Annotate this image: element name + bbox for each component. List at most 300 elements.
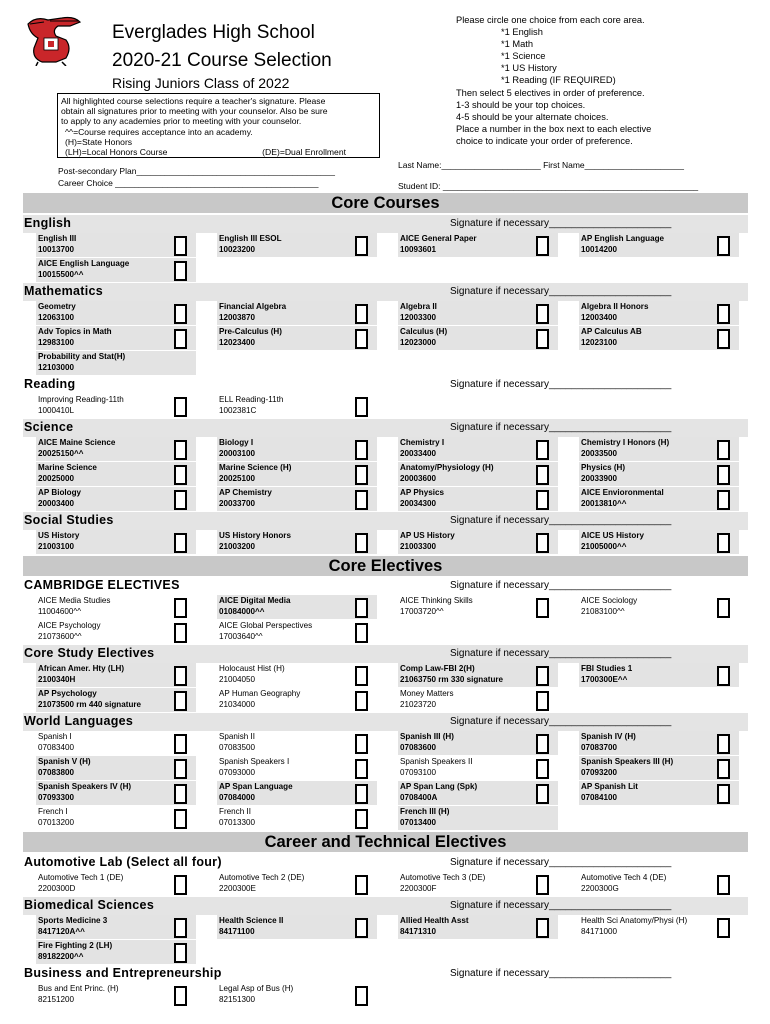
course-cell (36, 620, 196, 644)
preference-checkbox[interactable] (174, 598, 187, 618)
course-cell (398, 806, 558, 830)
course-code: 21063750 rm 330 signature (400, 674, 504, 684)
course-name: Automotive Tech 3 (DE) (400, 873, 486, 882)
course-cell (36, 351, 196, 375)
preference-checkbox[interactable] (717, 465, 730, 485)
plan-fields (58, 165, 335, 189)
course-code: 82151200 (38, 994, 75, 1004)
instruction-line: *1 US History (501, 63, 557, 74)
note-line: ^^=Course requires acceptance into an academy. (65, 126, 253, 137)
instruction-line: Place a number in the box next to each elective (456, 123, 652, 134)
course-cell (36, 394, 196, 418)
course-name: Chemistry I Honors (H) (581, 438, 670, 447)
preference-checkbox[interactable] (174, 986, 187, 1006)
course-code: 07013400 (400, 817, 437, 827)
course-cell (36, 731, 196, 755)
course-cell (217, 394, 377, 418)
preference-checkbox[interactable] (355, 875, 368, 895)
course-code: 1000410L (38, 405, 75, 415)
preference-checkbox[interactable] (174, 666, 187, 686)
course-name: Health Sci Anatomy/Physi (H) (581, 916, 688, 925)
course-name: Algebra II (400, 302, 437, 311)
course-cell (398, 326, 558, 350)
post-secondary-field[interactable]: Post-secondary Plan__________________________________________ (58, 166, 335, 176)
core-electives-band: Core Electives (23, 556, 748, 576)
signature-line[interactable]: Signature if necessary______________________ (450, 968, 672, 979)
signature-line[interactable]: Signature if necessary______________________ (450, 900, 672, 911)
course-cell (36, 530, 196, 554)
course-cell (36, 756, 196, 780)
section-title: Biomedical Sciences (24, 898, 155, 912)
course-cell (579, 756, 739, 780)
course-cell (579, 233, 739, 257)
course-cell (398, 462, 558, 486)
preference-checkbox[interactable] (174, 809, 187, 829)
course-name: Spanish II (219, 732, 255, 741)
signature-line[interactable]: Signature if necessary______________________ (450, 716, 672, 727)
preference-checkbox[interactable] (174, 397, 187, 417)
course-cell (217, 983, 377, 1007)
course-code: 21034000 (219, 699, 256, 709)
course-name: Pre-Calculus (H) (219, 327, 282, 336)
instruction-line: Then select 5 electives in order of preference. (456, 87, 645, 98)
preference-checkbox[interactable] (717, 734, 730, 754)
preference-checkbox[interactable] (355, 236, 368, 256)
course-code: 2200300D (38, 883, 76, 893)
notes-box (57, 93, 380, 158)
course-code: 10013700 (38, 244, 75, 254)
preference-checkbox[interactable] (355, 918, 368, 938)
course-name: AP Physics (400, 488, 444, 497)
course-cell (217, 462, 377, 486)
course-code: 20003600 (400, 473, 437, 483)
course-cell (217, 731, 377, 755)
course-cell (36, 688, 196, 712)
section-header-reading (23, 376, 748, 394)
course-code: 20033500 (581, 448, 618, 458)
preference-checkbox[interactable] (536, 918, 549, 938)
course-code: 21003300 (400, 541, 437, 551)
preference-checkbox[interactable] (355, 809, 368, 829)
course-code: 12003300 (400, 312, 437, 322)
course-cell (36, 940, 196, 964)
preference-checkbox[interactable] (717, 666, 730, 686)
course-name: Financial Algebra (219, 302, 287, 311)
preference-checkbox[interactable] (717, 875, 730, 895)
course-code: 17003640^^ (219, 631, 263, 641)
course-code: 11004600^^ (38, 606, 82, 616)
course-code: 07093100 (400, 767, 437, 777)
preference-checkbox[interactable] (536, 440, 549, 460)
course-code: 01084000^^ (219, 606, 265, 616)
preference-checkbox[interactable] (174, 304, 187, 324)
preference-checkbox[interactable] (174, 918, 187, 938)
course-cell (36, 915, 196, 939)
preference-checkbox[interactable] (174, 734, 187, 754)
course-name: Automotive Tech 1 (DE) (38, 873, 124, 882)
preference-checkbox[interactable] (717, 759, 730, 779)
preference-checkbox[interactable] (174, 759, 187, 779)
preference-checkbox[interactable] (174, 691, 187, 711)
course-cell (217, 806, 377, 830)
preference-checkbox[interactable] (536, 784, 549, 804)
preference-checkbox[interactable] (174, 236, 187, 256)
preference-checkbox[interactable] (717, 329, 730, 349)
course-code: 12023100 (581, 337, 618, 347)
course-code: 2200300E (219, 883, 256, 893)
instruction-line: 4-5 should be your alternate choices. (456, 111, 609, 122)
preference-checkbox[interactable] (717, 533, 730, 553)
course-code: 21073500 rm 440 signature (38, 699, 142, 709)
course-name: AP Spanish Lit (581, 782, 638, 791)
course-name: AP Calculus AB (581, 327, 642, 336)
note-line: (H)=State Honors (65, 136, 133, 147)
preference-checkbox[interactable] (536, 490, 549, 510)
course-cell (217, 663, 377, 687)
section-header-math (23, 283, 748, 301)
gator-mascot-logo (22, 14, 84, 66)
course-code: 07083400 (38, 742, 75, 752)
preference-checkbox[interactable] (174, 784, 187, 804)
course-code: 10093601 (400, 244, 437, 254)
course-name: Geometry (38, 302, 76, 311)
course-cell (217, 688, 377, 712)
course-cell (579, 462, 739, 486)
section-title: Social Studies (24, 513, 114, 527)
course-selection-title: 2020-21 Course Selection (112, 50, 332, 71)
preference-checkbox[interactable] (536, 533, 549, 553)
course-name: Bus and Ent Princ. (H) (38, 984, 119, 993)
course-name: Allied Health Asst (400, 916, 469, 925)
preference-checkbox[interactable] (536, 734, 549, 754)
course-cell (36, 806, 196, 830)
instruction-line: *1 Math (501, 39, 534, 50)
section-title: Core Study Electives (24, 646, 155, 660)
course-cell (36, 872, 196, 896)
course-code: 1700300E^^ (581, 674, 628, 684)
course-name: ELL Reading-11th (219, 395, 284, 404)
preference-checkbox[interactable] (355, 691, 368, 711)
preference-checkbox[interactable] (355, 329, 368, 349)
course-code: 21023720 (400, 699, 437, 709)
course-cell (217, 756, 377, 780)
course-code: 1002381C (219, 405, 257, 415)
preference-checkbox[interactable] (536, 759, 549, 779)
course-name: Adv Topics in Math (38, 327, 112, 336)
course-name: Marine Science (38, 463, 97, 472)
course-code: 12003870 (219, 312, 256, 322)
course-cell (36, 983, 196, 1007)
course-name: French II (219, 807, 251, 816)
preference-checkbox[interactable] (355, 598, 368, 618)
course-code: 84171310 (400, 926, 437, 936)
preference-checkbox[interactable] (717, 918, 730, 938)
course-name: Chemistry I (400, 438, 445, 447)
preference-checkbox[interactable] (174, 490, 187, 510)
course-code: 07013300 (219, 817, 256, 827)
course-code: 0708400A (400, 792, 438, 802)
cte-band: Career and Technical Electives (23, 832, 748, 852)
instruction-line: Please circle one choice from each core area. (456, 15, 645, 25)
course-cell (579, 781, 739, 805)
course-code: 20013810^^ (581, 498, 627, 508)
preference-checkbox[interactable] (174, 533, 187, 553)
course-cell (36, 462, 196, 486)
preference-checkbox[interactable] (355, 986, 368, 1006)
course-code: 20034300 (400, 498, 437, 508)
course-code: 82151300 (219, 994, 256, 1004)
course-name: AICE General Paper (400, 234, 477, 243)
course-code: 21005000^^ (581, 541, 627, 551)
course-cell (579, 530, 739, 554)
note-dual-enrollment: (DE)=Dual Enrollment (262, 147, 346, 158)
course-name: AICE Envioronmental (581, 488, 664, 497)
course-code: 17003720^^ (400, 606, 444, 616)
course-cell (36, 595, 196, 619)
preference-checkbox[interactable] (174, 329, 187, 349)
course-name: Probability and Stat(H) (38, 352, 126, 361)
course-name: Improving Reading-11th (38, 395, 124, 404)
preference-checkbox[interactable] (355, 533, 368, 553)
course-name: Money Matters (400, 689, 454, 698)
course-name: Anatomy/Physiology (H) (400, 463, 494, 472)
note-line: to apply to any academies prior to meeting with your counselor. (61, 116, 302, 127)
course-cell (217, 781, 377, 805)
course-name: AP Biology (38, 488, 82, 497)
course-name: AP Psychology (38, 689, 97, 698)
course-cell (36, 487, 196, 511)
preference-checkbox[interactable] (355, 759, 368, 779)
preference-checkbox[interactable] (174, 261, 187, 281)
section-header-core-study (23, 645, 748, 663)
course-code: 07093200 (581, 767, 618, 777)
course-code: 8417120A^^ (38, 926, 85, 936)
signature-line[interactable]: Signature if necessary______________________ (450, 379, 672, 390)
course-code: 12983100 (38, 337, 75, 347)
course-name: AP Human Geography (219, 689, 301, 698)
section-title: Science (24, 420, 74, 434)
course-name: AICE Maine Science (38, 438, 116, 447)
preference-checkbox[interactable] (355, 734, 368, 754)
course-name: Biology I (219, 438, 254, 447)
course-name: Fire Fighting 2 (LH) (38, 941, 113, 950)
section-header-world-languages (23, 713, 748, 731)
course-name: Spanish IV (H) (581, 732, 636, 741)
course-cell (398, 688, 558, 712)
course-code: 10014200 (581, 244, 618, 254)
course-cell (579, 915, 739, 939)
core-courses-band: Core Courses (23, 193, 748, 213)
course-cell (217, 595, 377, 619)
course-code: 07013200 (38, 817, 75, 827)
course-name: English III (38, 234, 77, 243)
course-name: FBI Studies 1 (581, 664, 633, 673)
course-code: 20025150^^ (38, 448, 84, 458)
preference-checkbox[interactable] (536, 329, 549, 349)
section-title: Business and Entrepreneurship (24, 966, 222, 980)
course-cell (398, 595, 558, 619)
course-cell (217, 530, 377, 554)
preference-checkbox[interactable] (536, 875, 549, 895)
preference-checkbox[interactable] (536, 465, 549, 485)
course-code: 20025000 (38, 473, 75, 483)
preference-checkbox[interactable] (174, 623, 187, 643)
preference-checkbox[interactable] (717, 490, 730, 510)
course-code: 89182200^^ (38, 951, 84, 961)
signature-line[interactable]: Signature if necessary______________________ (450, 648, 672, 659)
instructions (456, 14, 651, 147)
preference-checkbox[interactable] (536, 598, 549, 618)
course-name: Comp Law-FBI 2(H) (400, 664, 475, 673)
class-subtitle: Rising Juniors Class of 2022 (112, 75, 290, 91)
preference-checkbox[interactable] (717, 236, 730, 256)
note-line: All highlighted course selections require a teacher's signature. Please (61, 96, 326, 106)
preference-checkbox[interactable] (717, 304, 730, 324)
preference-checkbox[interactable] (355, 490, 368, 510)
course-cell (217, 872, 377, 896)
instruction-line: choice to indicate your order of preference. (456, 135, 633, 146)
course-code: 21073600^^ (38, 631, 82, 641)
course-cell (579, 301, 739, 325)
course-name: Marine Science (H) (219, 463, 292, 472)
section-title: English (24, 216, 72, 230)
career-choice-field[interactable]: Career Choice ___________________________________________ (58, 178, 319, 188)
signature-line[interactable]: Signature if necessary______________________ (450, 580, 672, 591)
course-cell (36, 437, 196, 461)
course-code: 12103000 (38, 362, 75, 372)
preference-checkbox[interactable] (174, 943, 187, 963)
preference-checkbox[interactable] (355, 784, 368, 804)
course-name: AP Chemistry (219, 488, 272, 497)
course-cell (398, 756, 558, 780)
preference-checkbox[interactable] (355, 304, 368, 324)
course-name: AICE Sociology (581, 596, 638, 605)
preference-checkbox[interactable] (174, 465, 187, 485)
course-name: Calculus (H) (400, 327, 448, 336)
section-header-cambridge (23, 577, 748, 595)
section-header-business (23, 965, 748, 983)
course-cell (36, 258, 196, 282)
preference-checkbox[interactable] (536, 691, 549, 711)
instruction-line: *1 Reading (IF REQUIRED) (501, 75, 616, 86)
course-cell (217, 301, 377, 325)
course-code: 20033700 (219, 498, 256, 508)
course-cell (579, 595, 739, 619)
preference-checkbox[interactable] (717, 598, 730, 618)
course-cell (398, 437, 558, 461)
course-code: 07083700 (581, 742, 618, 752)
course-name: Spanish Speakers I (219, 757, 290, 766)
preference-checkbox[interactable] (355, 666, 368, 686)
school-title: Everglades High School (112, 22, 315, 43)
course-name: AICE Psychology (38, 621, 101, 630)
course-name: Algebra II Honors (581, 302, 649, 311)
course-code: 21003100 (38, 541, 75, 551)
course-code: 84171100 (219, 926, 255, 936)
section-title: Mathematics (24, 284, 104, 298)
course-name: AICE Thinking Skills (400, 596, 473, 605)
preference-checkbox[interactable] (355, 397, 368, 417)
course-name: AP Span Language (219, 782, 293, 791)
preference-checkbox[interactable] (536, 666, 549, 686)
course-cell (217, 620, 377, 644)
course-name: Health Science II (219, 916, 284, 925)
signature-line[interactable]: Signature if necessary______________________ (450, 857, 672, 868)
preference-checkbox[interactable] (355, 440, 368, 460)
section-title: CAMBRIDGE ELECTIVES (24, 578, 180, 592)
course-cell (36, 233, 196, 257)
preference-checkbox[interactable] (174, 875, 187, 895)
section-header-automotive (23, 854, 748, 872)
course-cell (217, 915, 377, 939)
course-code: 21003200 (219, 541, 256, 551)
course-code: 07084000 (219, 792, 256, 802)
course-cell (36, 781, 196, 805)
course-name: AICE Global Perspectives (219, 621, 313, 630)
instruction-line: *1 English (501, 27, 543, 38)
course-name: AICE English Language (38, 259, 130, 268)
course-name: African Amer. Hty (LH) (38, 664, 125, 673)
course-code: 12003400 (581, 312, 618, 322)
course-code: 21083100^^ (581, 606, 625, 616)
preference-checkbox[interactable] (174, 440, 187, 460)
course-code: 07083600 (400, 742, 437, 752)
course-code: 84171000 (581, 926, 618, 936)
signature-line[interactable]: Signature if necessary______________________ (450, 286, 672, 297)
course-name: US History Honors (219, 531, 291, 540)
section-header-social-studies (23, 512, 748, 530)
course-code: 2200300F (400, 883, 437, 893)
preference-checkbox[interactable] (717, 440, 730, 460)
course-cell (36, 301, 196, 325)
course-code: 2100340H (38, 674, 76, 684)
course-name: AICE US History (581, 531, 644, 540)
course-code: 20025100 (219, 473, 256, 483)
preference-checkbox[interactable] (355, 465, 368, 485)
course-cell (217, 233, 377, 257)
course-code: 21004050 (219, 674, 256, 684)
course-code: 20003400 (38, 498, 75, 508)
course-name: Spanish Speakers II (400, 757, 473, 766)
course-name: Holocaust Hist (H) (219, 664, 285, 673)
course-cell (36, 326, 196, 350)
course-name: Sports Medicine 3 (38, 916, 108, 925)
course-name: Automotive Tech 4 (DE) (581, 873, 667, 882)
preference-checkbox[interactable] (536, 304, 549, 324)
course-code: 07083800 (38, 767, 75, 777)
student-id-field[interactable]: Student ID: ______________________________________________________ (398, 181, 699, 191)
course-name: AP Span Lang (Spk) (400, 782, 478, 791)
course-cell (398, 915, 558, 939)
signature-line[interactable]: Signature if necessary______________________ (450, 422, 672, 433)
course-name: French I (38, 807, 68, 816)
course-code: 10015500^^ (38, 269, 84, 279)
note-line: obtain all signatures prior to meeting with your counselor. Also be sure (61, 106, 328, 117)
preference-checkbox[interactable] (536, 236, 549, 256)
instruction-line: 1-3 should be your top choices. (456, 99, 586, 110)
name-fields[interactable]: Last Name:_____________________ First Name_____________________ (398, 160, 684, 170)
course-name: Legal Asp of Bus (H) (219, 984, 294, 993)
course-name: AP English Language (581, 234, 665, 243)
preference-checkbox[interactable] (355, 623, 368, 643)
preference-checkbox[interactable] (717, 784, 730, 804)
course-name: US History (38, 531, 80, 540)
signature-line[interactable]: Signature if necessary______________________ (450, 515, 672, 526)
signature-line[interactable]: Signature if necessary______________________ (450, 218, 672, 229)
course-cell (579, 731, 739, 755)
course-cell (398, 872, 558, 896)
course-cell (579, 872, 739, 896)
